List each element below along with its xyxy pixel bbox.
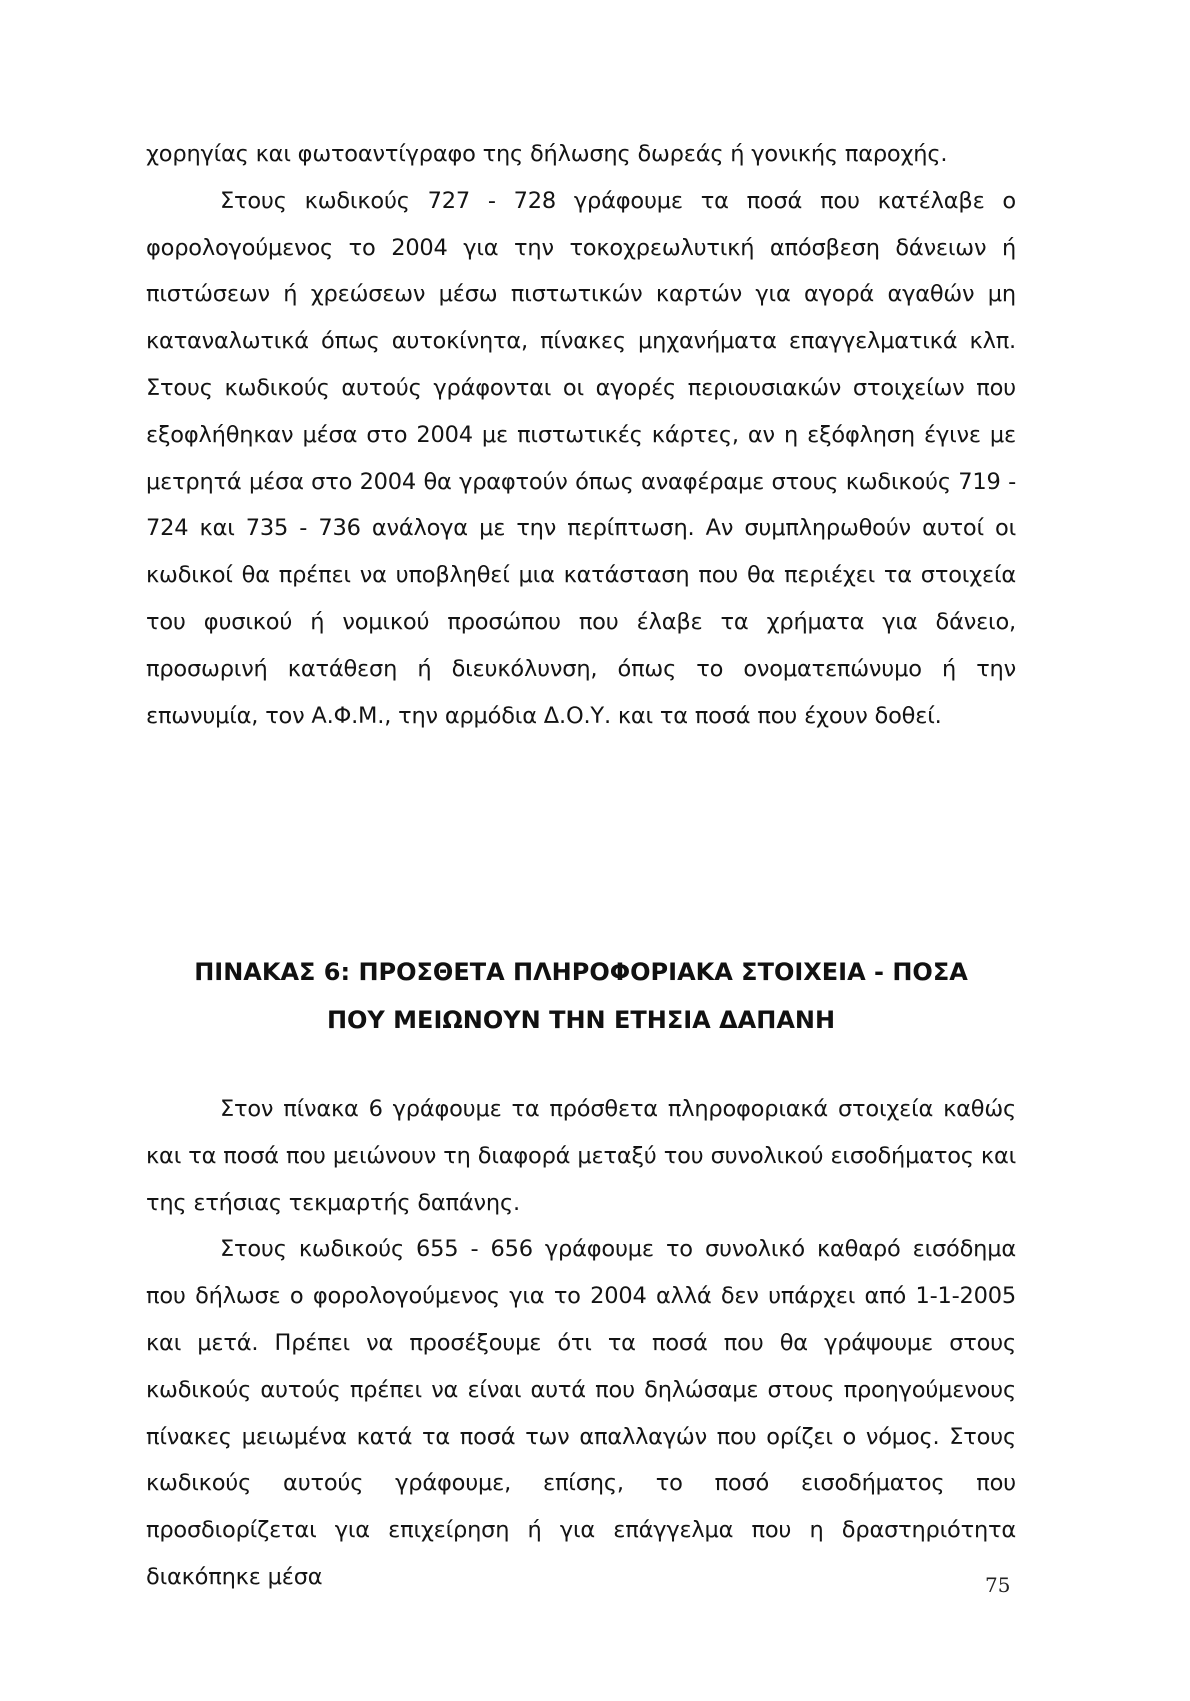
body-paragraph: Στους κωδικούς 655 - 656 γράφουμε το συνολικό καθαρό εισόδημα που δήλωσε ο φορολογούμενος για το 2004 αλλά δεν υπάρχει από 1-1-2005 και μετά. Πρέπει να προσέξουμε ότι τα ποσά που θα γράψουμε στους κωδικούς αυτούς πρέπει να είναι αυτά που δηλώσαμε στους προηγούμενους πίνακες μειωμένα κατά τα ποσά των απαλλαγών που ορίζει ο νόμος. Στους κωδικούς αυτούς γράφουμε, επίσης, το ποσό εισοδήματος που προσδιορίζεται για επιχείρηση ή για επάγγελμα που η δραστηριότητα διακόπηκε μέσα <box>146 1236 1016 1590</box>
body-paragraph: χορηγίας και φωτοαντίγραφο της δήλωσης δωρεάς ή γονικής παροχής. <box>146 141 948 167</box>
section-heading <box>146 948 1016 1044</box>
body-text-top <box>146 131 1016 739</box>
body-paragraph: Στους κωδικούς 727 - 728 γράφουμε τα ποσά που κατέλαβε ο φορολογούμενος το 2004 για την τοκοχρεωλυτική απόσβεση δάνειων ή πιστώσεων ή χρεώσεων μέσω πιστωτικών καρτών για αγορά αγαθών μη καταναλωτικά όπως αυτοκίνητα, πίνακες μηχανήματα επαγγελματικά κλπ. Στους κωδικούς αυτούς γράφονται οι αγορές περιουσιακών στοιχείων που εξοφλήθηκαν μέσα στο 2004 με πιστωτικές κάρτες, αν η εξόφληση έγινε με μετρητά μέσα στο 2004 θα γραφτούν όπως αναφέραμε στους κωδικούς 719 - 724 και 735 - 736 ανάλογα με την περίπτωση. Αν συμπληρωθούν αυτοί οι κωδικοί θα πρέπει να υποβληθεί μια κατάσταση που θα περιέχει τα στοιχεία του φυσικού ή νομικού προσώπου που έλαβε τα χρήματα για δάνειο, προσωρινή κατάθεση ή διευκόλυνση, όπως το ονοματεπώνυμο ή την επωνυμία, τον Α.Φ.Μ., την αρμόδια Δ.Ο.Υ. και τα ποσά που έχουν δοθεί. <box>146 187 1016 729</box>
page-number: 75 <box>985 1573 1011 1597</box>
body-paragraph: Στον πίνακα 6 γράφουμε τα πρόσθετα πληροφοριακά στοιχεία καθώς και τα ποσά που μειώνουν τη διαφορά μεταξύ του συνολικού εισοδήματος και της ετήσιας τεκμαρτής δαπάνης. <box>146 1096 1016 1216</box>
section-heading-line: ΠΙΝΑΚΑΣ 6: ΠΡΟΣΘΕΤΑ ΠΛΗΡΟΦΟΡΙΑΚΑ ΣΤΟΙΧΕΙΑ - ΠΟΣΑ <box>194 958 968 986</box>
body-text-bottom <box>146 1086 1016 1601</box>
section-heading-line: ΠΟΥ ΜΕΙΩΝΟΥΝ ΤΗΝ ΕΤΗΣΙΑ ΔΑΠΑΝΗ <box>326 1006 836 1034</box>
